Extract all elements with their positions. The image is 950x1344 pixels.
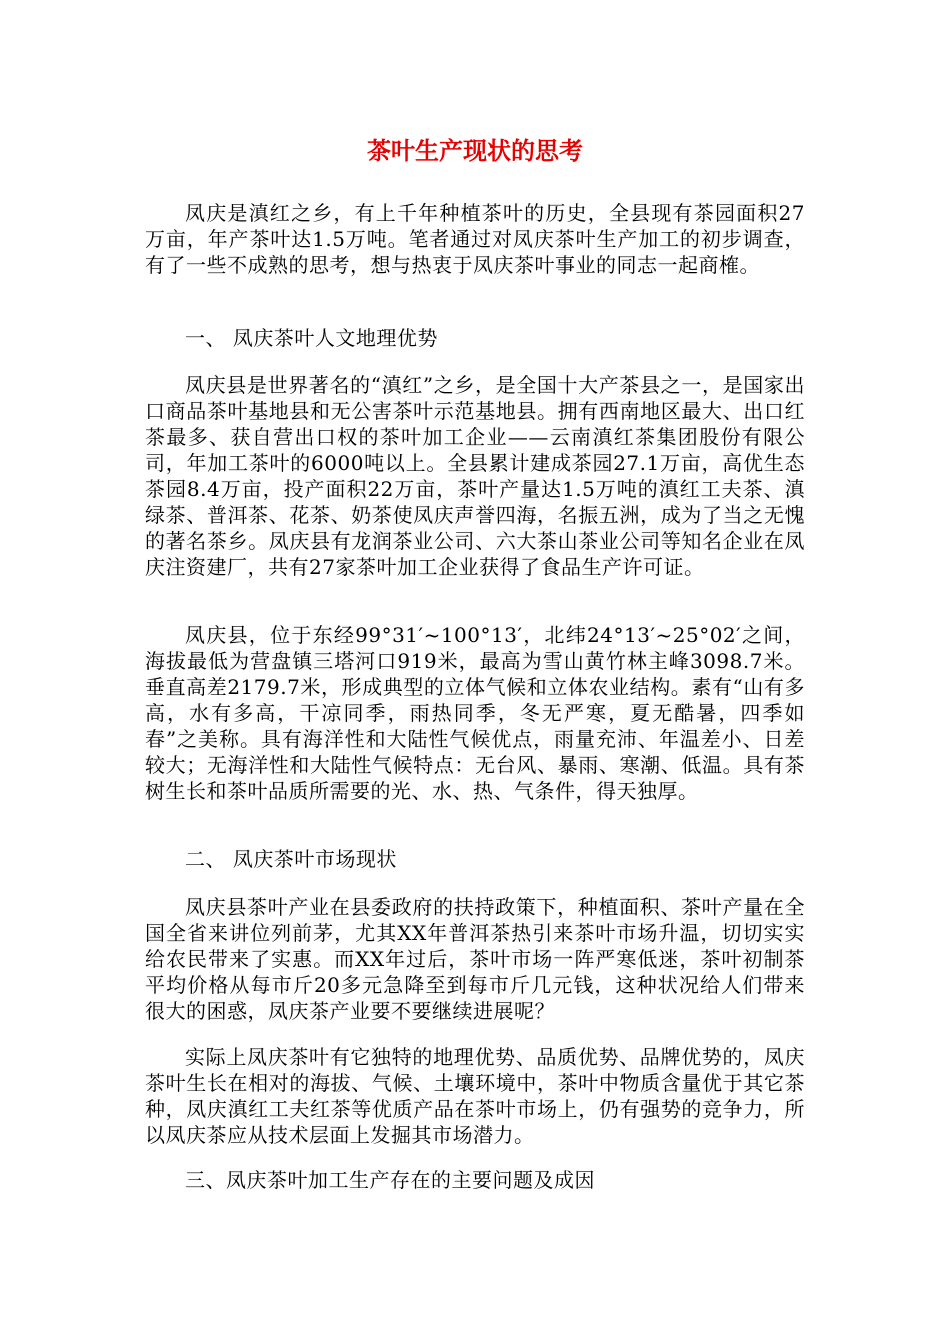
- section-heading-3: 三、凤庆茶叶加工生产存在的主要问题及成因: [185, 1168, 595, 1192]
- section-heading-2: 二、 凤庆茶叶市场现状: [185, 847, 397, 871]
- section-heading-1: 一、 凤庆茶叶人文地理优势: [185, 326, 438, 350]
- paragraph-market: 凤庆县茶叶产业在县委政府的扶持政策下，种植面积、茶叶产量在全国全省来讲位列前茅，尤其XX年普洱茶热引来茶叶市场升温，切切实实给农民带来了实惠。而XX年过后，茶叶市场一阵严寒低迷，茶叶初制茶平均价格从每市斤20多元急降至到每市斤几元钱，这种状况给人们带来很大的困惑，凤庆茶产业要不要继续进展呢？: [145, 895, 805, 1023]
- document-title: 茶叶生产现状的思考: [367, 137, 583, 165]
- intro-paragraph: 凤庆是滇红之乡，有上千年种植茶叶的历史，全县现有茶园面积27万亩，年产茶叶达1.5万吨。笔者通过对凤庆茶叶生产加工的初步调查，有了一些不成熟的思考，想与热衷于凤庆茶叶事业的同志一起商榷。: [145, 201, 805, 277]
- paragraph-geography: 凤庆县，位于东经99°31′~100°13′，北纬24°13′~25°02′之间，海拔最低为营盘镇三塔河口919米，最高为雪山黄竹林主峰3098.7米。垂直高差2179.7米，形成典型的立体气候和立体农业结构。素有“山有多高，水有多高，干凉同季，雨热同季，冬无严寒，夏无酷暑，四季如春”之美称。具有海洋性和大陆性气候优点，雨量充沛、年温差小、日差较大；无海洋性和大陆性气候特点：无台风、暴雨、寒潮、低温。具有茶树生长和茶叶品质所需要的光、水、热、气条件，得天独厚。: [145, 623, 805, 803]
- paragraph-advantages: 凤庆县是世界著名的“滇红”之乡，是全国十大产茶县之一，是国家出口商品茶叶基地县和无公害茶叶示范基地县。拥有西南地区最大、出口红茶最多、获自营出口权的茶叶加工企业——云南滇红茶集团股份有限公司，年加工茶叶的6000吨以上。全县累计建成茶园27.1万亩，高优生态茶园8.4万亩，投产面积22万亩，茶叶产量达1.5万吨的滇红工夫茶、滇绿茶、普洱茶、花茶、奶茶使凤庆声誉四海，名振五洲，成为了当之无愧的著名茶乡。凤庆县有龙润茶业公司、六大茶山茶业公司等知名企业在凤庆注资建厂，共有27家茶叶加工企业获得了食品生产许可证。: [145, 373, 805, 579]
- paragraph-strengths: 实际上凤庆茶叶有它独特的地理优势、品质优势、品牌优势的，凤庆茶叶生长在相对的海拔、气候、土壤环境中，茶叶中物质含量优于其它茶种，凤庆滇红工夫红茶等优质产品在茶叶市场上，仍有强势的竞争力，所以凤庆茶应从技术层面上发掘其市场潜力。: [145, 1045, 805, 1147]
